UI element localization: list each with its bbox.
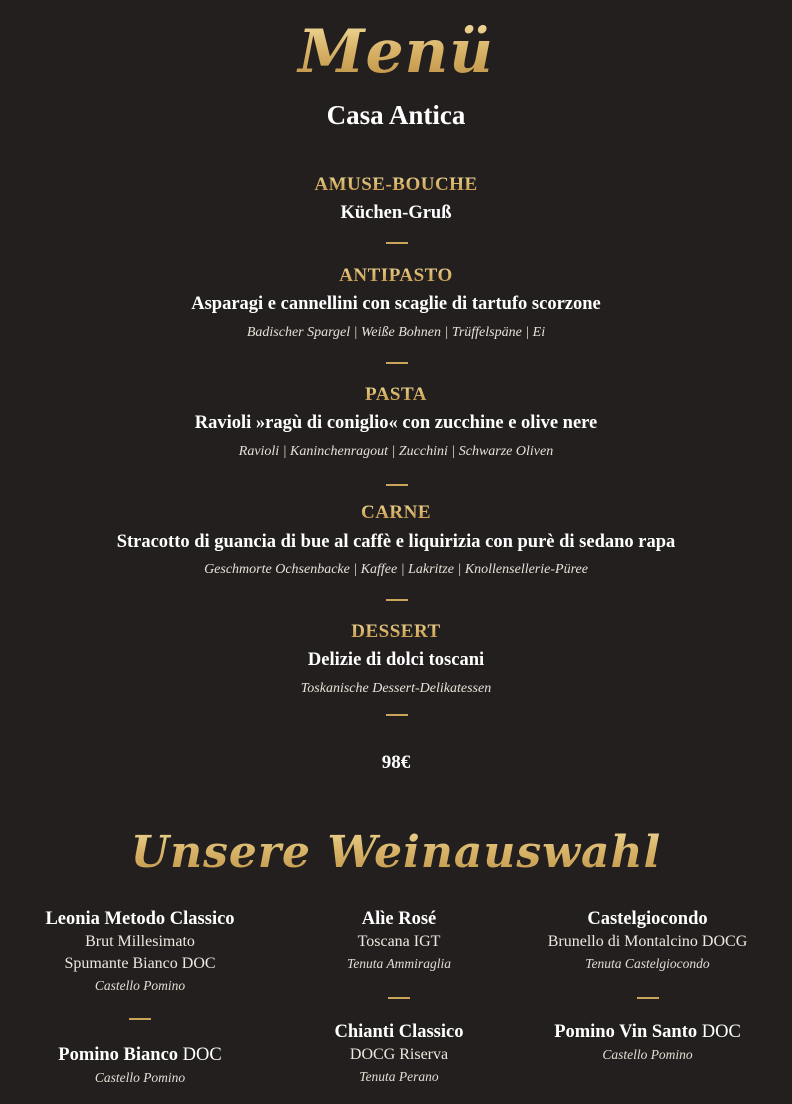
wine-producer: Tenuta Ammiraglia: [347, 956, 451, 971]
wine-name: Alìe Rosé: [361, 909, 437, 929]
divider: [386, 599, 408, 601]
wine-entry: [510, 907, 785, 975]
course-dish: Ravioli »ragù di coniglio« con zucchine e olive nere: [194, 413, 598, 433]
wine-entry: [510, 1020, 785, 1066]
divider: [129, 1018, 151, 1020]
wine-detail: Brut Millesimato: [85, 933, 195, 950]
course-dish: Küchen-Gruß: [340, 203, 452, 223]
wine-entry: [300, 1020, 498, 1088]
course-description: Badischer Spargel | Weiße Bohnen | Trüffelspäne | Ei: [246, 325, 546, 340]
wine-producer: Tenuta Castelgiocondo: [585, 956, 710, 971]
wine-producer: Castello Pomino: [94, 1070, 186, 1085]
wine-entry: [20, 1043, 260, 1089]
course-dish: Delizie di dolci toscani: [307, 650, 485, 670]
wine-name: Pomino Bianco DOC: [58, 1045, 222, 1065]
course-category: PASTA: [0, 382, 792, 408]
menu-price: 98€: [381, 752, 411, 773]
divider: [386, 484, 408, 486]
wine-producer: Castello Pomino: [94, 978, 186, 993]
divider: [388, 997, 410, 999]
course-description: Geschmorte Ochsenbacke | Kaffee | Lakritze | Knollensellerie-Püree: [204, 562, 588, 577]
wine-name: Leonia Metodo Classico: [45, 909, 235, 929]
wine-detail: Spumante Bianco DOC: [64, 955, 216, 972]
course-dish: Stracotto di guancia di bue al caffè e liquirizia con purè di sedano rapa: [116, 532, 676, 552]
course-category: AMUSE-BOUCHE: [0, 172, 792, 198]
wine-detail: Brunello di Montalcino DOCG: [547, 933, 748, 950]
wine-entry: [20, 907, 260, 997]
course-description: Toskanische Dessert-Delikatessen: [300, 681, 492, 696]
course-dish: Asparagi e cannellini con scaglie di tartufo scorzone: [191, 294, 601, 314]
wine-producer: Castello Pomino: [602, 1047, 693, 1062]
course-category: ANTIPASTO: [0, 263, 792, 289]
wine-entry: [300, 907, 498, 975]
wine-detail: DOCG Riserva: [349, 1046, 449, 1063]
divider: [637, 997, 659, 999]
divider: [386, 362, 408, 364]
wine-section-title: Unsere Weinauswahl: [0, 818, 792, 888]
wine-name: Pomino Vin Santo DOC: [554, 1022, 741, 1042]
wine-name: Castelgiocondo: [587, 909, 708, 929]
wine-name: Chianti Classico: [334, 1022, 464, 1042]
course-category: CARNE: [0, 500, 792, 526]
menu-script-title: Menü: [0, 14, 792, 90]
divider: [386, 242, 408, 244]
course-category: DESSERT: [0, 619, 792, 645]
wine-detail: Toscana IGT: [357, 933, 441, 950]
divider: [386, 714, 408, 716]
wine-producer: Tenuta Perano: [359, 1069, 439, 1084]
restaurant-name: Casa Antica: [326, 100, 466, 130]
course-description: Ravioli | Kaninchenragout | Zucchini | Schwarze Oliven: [238, 444, 554, 459]
